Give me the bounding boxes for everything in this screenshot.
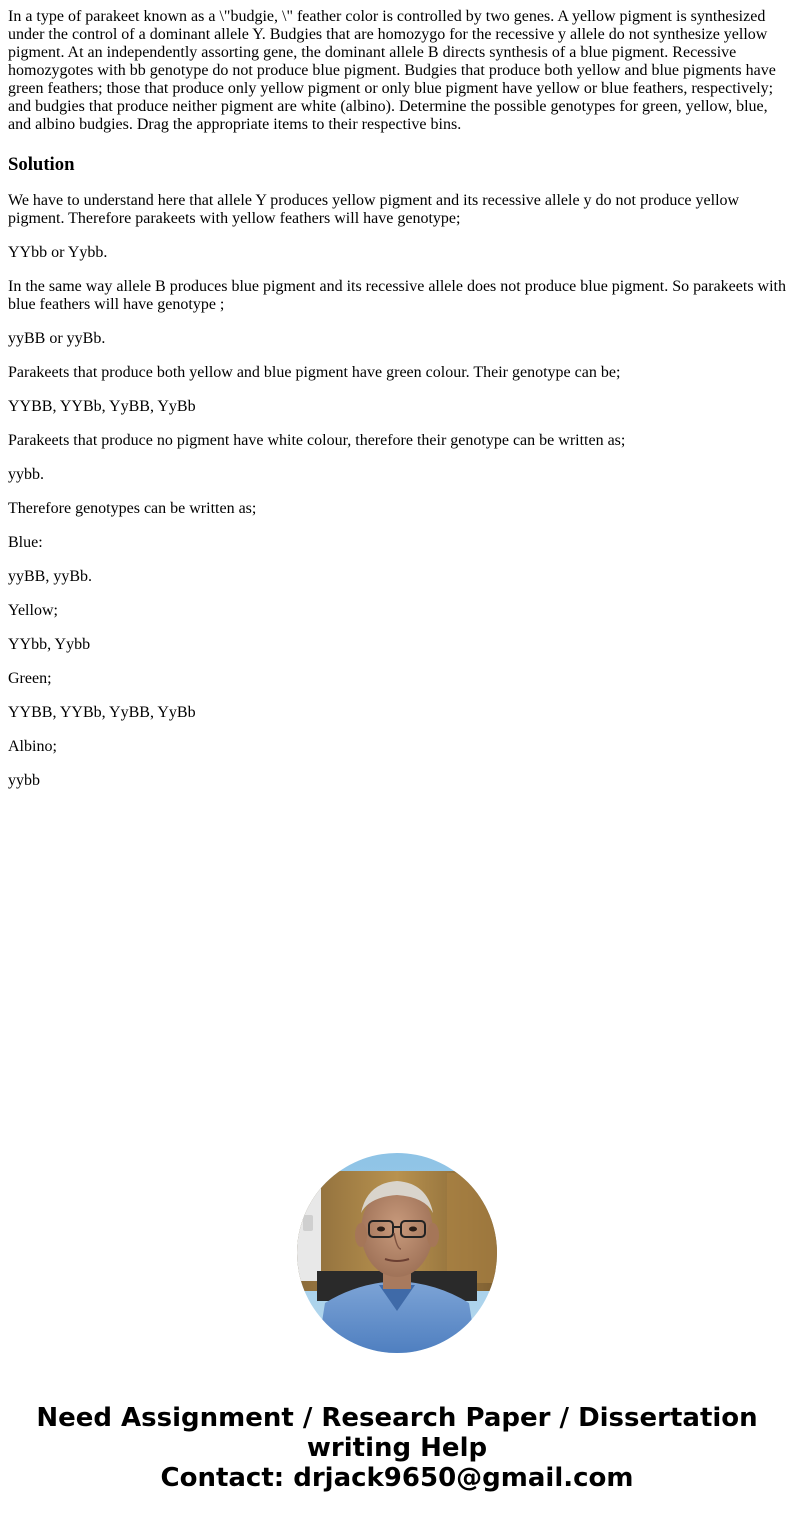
author-avatar [297,1153,497,1353]
solution-paragraph: Yellow; [8,602,58,619]
solution-paragraph: YYbb or Yybb. [8,244,108,261]
solution-paragraph: yybb. [8,466,44,483]
solution-paragraph: YYBB, YYBb, YyBB, YyBb [8,704,196,721]
solution-paragraph: Green; [8,670,52,687]
solution-paragraph: Albino; [8,738,57,755]
solution-paragraph: YYBB, YYBb, YyBB, YyBb [8,398,196,415]
solution-paragraph: Parakeets that produce both yellow and blue pigment have green colour. Their genotype can be; [8,364,621,381]
solution-paragraph: yyBB or yyBb. [8,330,106,347]
solution-paragraph: Therefore genotypes can be written as; [8,500,257,517]
contact-banner [0,1403,794,1493]
author-portrait-image [297,1153,497,1353]
solution-paragraph: Blue: [8,534,43,551]
question-text: In a type of parakeet known as a \"budgie, \" feather color is controlled by two genes. A yellow pigment is synthesized under the control of a dominant allele Y. Budgies that are homozygo for the recessive y allele do not synthesize yellow pigment. At an independently assorting gene, the dominant allele B directs synthesis of a blue pigment. Recessive homozygotes with bb genotype do not produce blue pigment. Budgies that produce both yellow and blue pigments have green feathers; those that produce only yellow pigment or only blue pigment have yellow or blue feathers, respectively; and budgies that produce neither pigment are white (albino). Determine the possible genotypes for green, yellow, blue, and albino budgies. Drag the appropriate items to their respective bins. [8,8,776,133]
solution-paragraph: In the same way allele B produces blue pigment and its recessive allele does not produce blue pigment. So parakeets with blue feathers will have genotype ; [8,278,786,313]
solution-paragraph: yyBB, yyBb. [8,568,93,585]
document-content [8,8,788,790]
cta-contact-line: Contact: drjack9650@gmail.com [160,1463,634,1493]
cta-line-1: Need Assignment / Research Paper / Dissertation [36,1403,758,1433]
solution-paragraph: We have to understand here that allele Y produces yellow pigment and its recessive allele y do not produce yellow pigment. Therefore parakeets with yellow feathers will have genotype; [8,192,740,227]
solution-paragraph: YYbb, Yybb [8,636,91,653]
solution-paragraph: yybb [8,772,40,789]
solution-heading: Solution [8,154,75,175]
solution-paragraph: Parakeets that produce no pigment have white colour, therefore their genotype can be written as; [8,432,626,449]
cta-line-2: writing Help [306,1433,488,1463]
